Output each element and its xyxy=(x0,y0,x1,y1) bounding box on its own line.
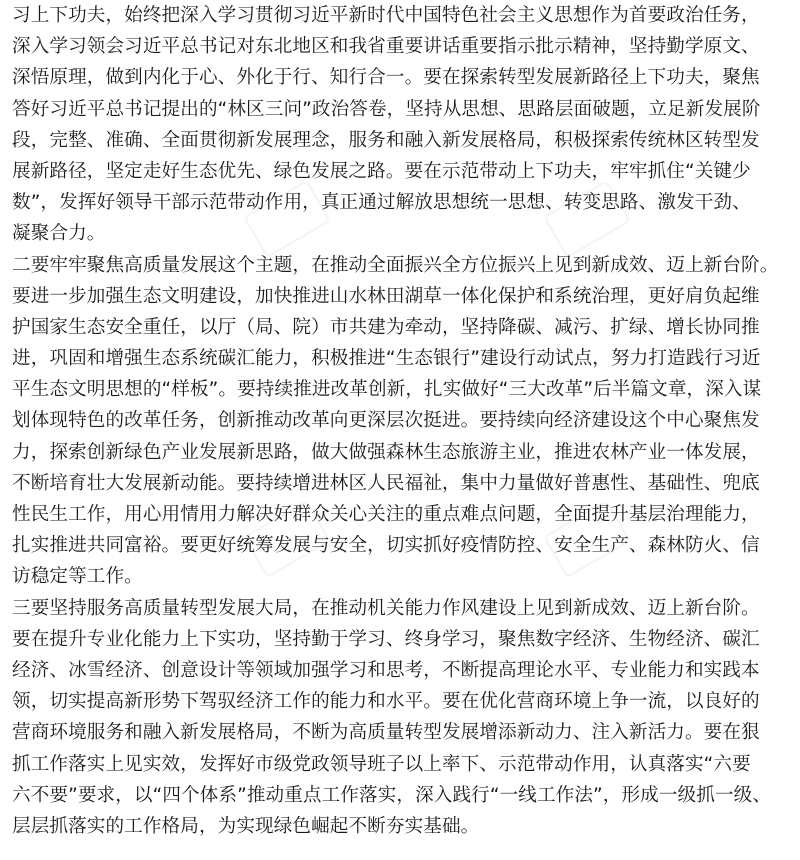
text-line: 抓工作落实上见实效，发挥好市级党政领导班子以上率下、示范带动作用，认真落实“六要 xyxy=(12,753,751,775)
text-line: 层层抓落实的工作格局，为实现绿色崛起不断夯实基础。 xyxy=(12,815,480,837)
text-line: 段，完整、准确、全面贯彻新发展理念，服务和融入新发展格局，积极探索传统林区转型发 xyxy=(12,129,760,151)
text-line: 平生态文明思想的“样板”。要持续推进改革创新，扎实做好“三大改革”后半篇文章，深入谋 xyxy=(12,379,762,401)
document-body xyxy=(12,0,788,842)
text-line: 扎实推进共同富裕。要更好统筹发展与安全，切实抓好疫情防控、安全生产、森林防火、信 xyxy=(12,535,760,557)
text-line: 深入学习领会习近平总书记对东北地区和我省重要讲话重要指示批示精神，坚持勤学原文、 xyxy=(12,36,760,58)
text-line: 凝聚合力。 xyxy=(12,223,106,245)
text-line: 经济、冰雪经济、创意设计等领域加强学习和思考，不断提高理论水平、专业能力和实践本 xyxy=(12,659,760,681)
text-line: 不断培育壮大发展新动能。要持续增进林区人民福祉，集中力量做好普惠性、基础性、兜底 xyxy=(12,472,760,494)
text-line: 力，探索创新绿色产业发展新思路，做大做强森林生态旅游主业，推进农林产业一体发展， xyxy=(12,441,760,463)
text-line: 深悟原理，做到内化于心、外化于行、知行合一。要在探索转型发展新路径上下功夫，聚焦 xyxy=(12,67,760,89)
text-line: 领，切实提高新形势下驾驭经济工作的能力和水平。要在优化营商环境上争一流，以良好的 xyxy=(12,691,760,713)
paragraph-3-heading-line: 三要坚持服务高质量转型发展大局，在推动机关能力作风建设上见到新成效、迈上新台阶。 xyxy=(12,597,760,619)
text-line: 划体现特色的改革任务，创新推动改革向更深层次挺进。要持续向经济建设这个中心聚焦发 xyxy=(12,410,760,432)
text-line: 六不要”要求，以“四个体系”推动重点工作落实，深入践行“一线工作法”，形成一级抓一级、 xyxy=(12,784,772,806)
text-line: 访稳定等工作。 xyxy=(12,566,143,588)
text-line: 习上下功夫，始终把深入学习贯彻习近平新时代中国特色社会主义思想作为首要政治任务， xyxy=(12,5,760,26)
text-line: 要进一步加强生态文明建设，加快推进山水林田湖草一体化保护和系统治理，更好肩负起维 xyxy=(12,285,760,307)
text-line: 展新路径，坚定走好生态优先、绿色发展之路。要在示范带动上下功夫，牢牢抓住“关键少 xyxy=(12,160,751,182)
text-line: 数”，发挥好领导干部示范带动作用，真正通过解放思想统一思想、转变思路、激发干劲、 xyxy=(12,192,751,214)
text-line: 答好习近平总书记提出的“林区三问”政治答卷，坚持从思想、思路层面破题，立足新发展阶 xyxy=(12,98,761,120)
text-line: 营商环境服务和融入新发展格局，不断为高质量转型发展增添新动力、注入新活力。要在狠 xyxy=(12,722,760,744)
text-line: 性民生工作，用心用情用力解决好群众关心关注的重点难点问题，全面提升基层治理能力， xyxy=(12,504,760,525)
paragraph-2-heading-line: 二要牢牢聚焦高质量发展这个主题，在推动全面振兴全方位振兴上见到新成效、迈上新台阶。 xyxy=(12,254,779,276)
text-line: 护国家生态安全重任，以厅（局、院）市共建为牵动，坚持降碳、减污、扩绿、增长协同推 xyxy=(12,316,760,338)
text-line: 要在提升专业化能力上下实功，坚持勤于学习、终身学习，聚焦数字经济、生物经济、碳汇 xyxy=(12,628,760,650)
text-line: 进，巩固和增强生态系统碳汇能力，积极推进“生态银行”建设行动试点，努力打造践行习近 xyxy=(12,348,761,370)
